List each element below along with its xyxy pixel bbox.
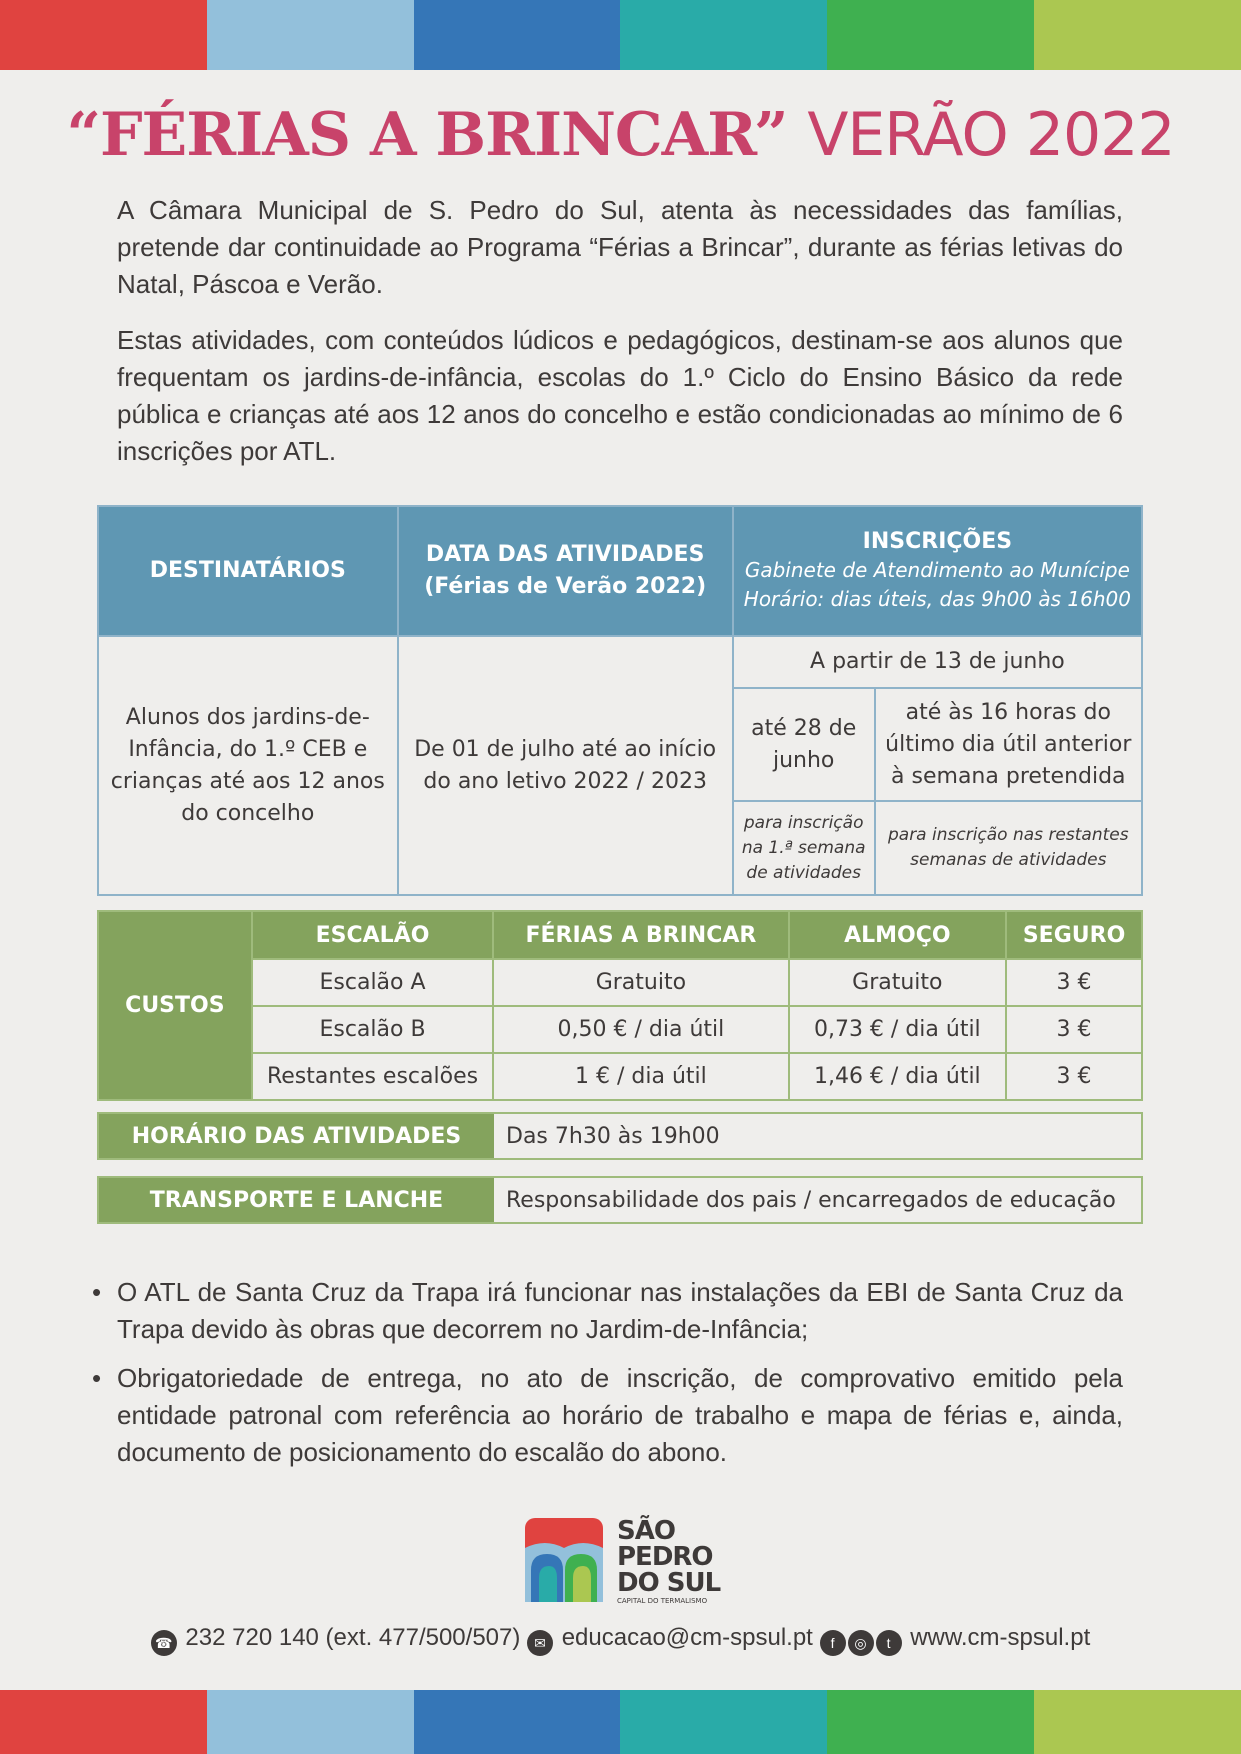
transporte-value: Responsabilidade dos pais / encarregados de educação xyxy=(506,1187,1116,1213)
nota-1-cell: para inscrição na 1.ª semana de atividades xyxy=(733,801,875,895)
note-text: Obrigatoriedade de entrega, no ato de inscrição, de comprovativo emitido pela entidade patronal com referência ao horário de trabalho e mapa de férias e, ainda, documento de posicionamento do escalão do abono. xyxy=(117,1363,1123,1467)
facebook-icon[interactable]: f xyxy=(820,1630,846,1656)
bullet-icon: • xyxy=(92,1363,102,1393)
logo-line-1: SÃO xyxy=(617,1516,675,1546)
inscricoes-table xyxy=(97,505,1143,896)
cell: 3 € xyxy=(1006,1053,1142,1100)
email-link[interactable]: educacao@cm-spsul.pt xyxy=(561,1624,813,1651)
logo-line-3: DO SUL xyxy=(617,1568,721,1598)
table-row xyxy=(98,959,1142,1006)
header-inscricoes xyxy=(733,506,1142,636)
top-color-bar xyxy=(0,0,1241,70)
data-cell: De 01 de julho até ao início do ano letivo 2022 / 2023 xyxy=(398,636,733,895)
header-destinatarios: DESTINATÁRIOS xyxy=(98,506,398,636)
cell: 3 € xyxy=(1006,1006,1142,1053)
table-row xyxy=(98,1006,1142,1053)
costs-header-escalao: ESCALÃO xyxy=(252,911,493,959)
website-link[interactable]: www.cm-spsul.pt xyxy=(910,1624,1091,1651)
ate-16-cell: até às 16 horas do último dia útil anterior à semana pretendida xyxy=(875,688,1142,801)
twitter-icon[interactable]: t xyxy=(876,1630,902,1656)
phone-icon: ☎ xyxy=(151,1630,177,1656)
costs-header-almoco: ALMOÇO xyxy=(789,911,1007,959)
intro-paragraph-1: A Câmara Municipal de S. Pedro do Sul, atenta às necessidades das famílias, pretende dar continuidade ao Programa “Férias a Brincar”, durante as férias letivas do Natal, Páscoa e Verão. xyxy=(117,195,1123,299)
list-item xyxy=(92,1274,1123,1348)
cell: Escalão A xyxy=(252,959,493,1006)
transporte-label: TRANSPORTE E LANCHE xyxy=(99,1178,494,1222)
title-light: VERÃO 2022 xyxy=(807,100,1175,170)
logo-mark-icon xyxy=(525,1518,605,1604)
cell: 0,50 € / dia útil xyxy=(493,1006,788,1053)
contact-line xyxy=(0,1624,1241,1656)
cell: 3 € xyxy=(1006,959,1142,1006)
cell: 1,46 € / dia útil xyxy=(789,1053,1007,1100)
logo-text xyxy=(617,1518,720,1596)
header-inscricoes-sub2: Horário: dias úteis, das 9h00 às 16h00 xyxy=(743,587,1131,611)
nota-2-cell: para inscrição nas restantes semanas de atividades xyxy=(875,801,1142,895)
cell: Gratuito xyxy=(493,959,788,1006)
header-data-atividades xyxy=(398,506,733,636)
logo-tagline: CAPITAL DO TERMALISMO xyxy=(617,1597,708,1605)
logo-line-2: PEDRO xyxy=(617,1542,713,1572)
notes-list xyxy=(92,1274,1123,1483)
a-partir-cell: A partir de 13 de junho xyxy=(733,636,1142,688)
cell: Escalão B xyxy=(252,1006,493,1053)
costs-label: CUSTOS xyxy=(98,911,252,1100)
header-data-subtitle: (Férias de Verão 2022) xyxy=(424,574,707,599)
transporte-row xyxy=(97,1176,1143,1224)
costs-header-ferias: FÉRIAS A BRINCAR xyxy=(493,911,788,959)
bottom-color-bar xyxy=(0,1690,1241,1754)
list-item xyxy=(92,1360,1123,1471)
cell: 1 € / dia útil xyxy=(493,1053,788,1100)
intro-paragraph-2: Estas atividades, com conteúdos lúdicos e pedagógicos, destinam-se aos alunos que frequentam os jardins-de-infância, escolas do 1.º Ciclo do Ensino Básico da rede pública e crianças até aos 12 anos do concelho e estão condicionadas ao mínimo de 6 inscrições por ATL. xyxy=(117,325,1123,466)
page-title xyxy=(0,100,1241,170)
cell: 0,73 € / dia útil xyxy=(789,1006,1007,1053)
header-inscricoes-sub1: Gabinete de Atendimento ao Munícipe xyxy=(744,558,1130,582)
costs-header-seguro: SEGURO xyxy=(1006,911,1142,959)
cell: Restantes escalões xyxy=(252,1053,493,1100)
mail-icon: ✉ xyxy=(527,1630,553,1656)
instagram-icon[interactable]: ◎ xyxy=(848,1630,874,1656)
table-row xyxy=(98,1053,1142,1100)
horario-label: HORÁRIO DAS ATIVIDADES xyxy=(99,1114,494,1158)
horario-value: Das 7h30 às 19h00 xyxy=(506,1123,720,1149)
phone-number[interactable]: 232 720 140 (ext. 477/500/507) xyxy=(185,1624,521,1651)
cell: Gratuito xyxy=(789,959,1007,1006)
bullet-icon: • xyxy=(92,1277,102,1307)
municipality-logo xyxy=(525,1518,725,1608)
title-bold: “FÉRIAS A BRINCAR” xyxy=(66,100,788,170)
costs-table xyxy=(97,910,1143,1101)
destinatarios-cell: Alunos dos jardins-de-Infância, do 1.º CEB e crianças até aos 12 anos do concelho xyxy=(98,636,398,895)
note-text: O ATL de Santa Cruz da Trapa irá funcionar nas instalações da EBI de Santa Cruz da Trapa devido às obras que decorrem no Jardim-de-Infância; xyxy=(117,1277,1123,1344)
header-data-title: DATA DAS ATIVIDADES xyxy=(425,542,705,567)
header-inscricoes-title: INSCRIÇÕES xyxy=(862,529,1013,554)
ate-28-cell: até 28 de junho xyxy=(733,688,875,801)
horario-row xyxy=(97,1112,1143,1160)
